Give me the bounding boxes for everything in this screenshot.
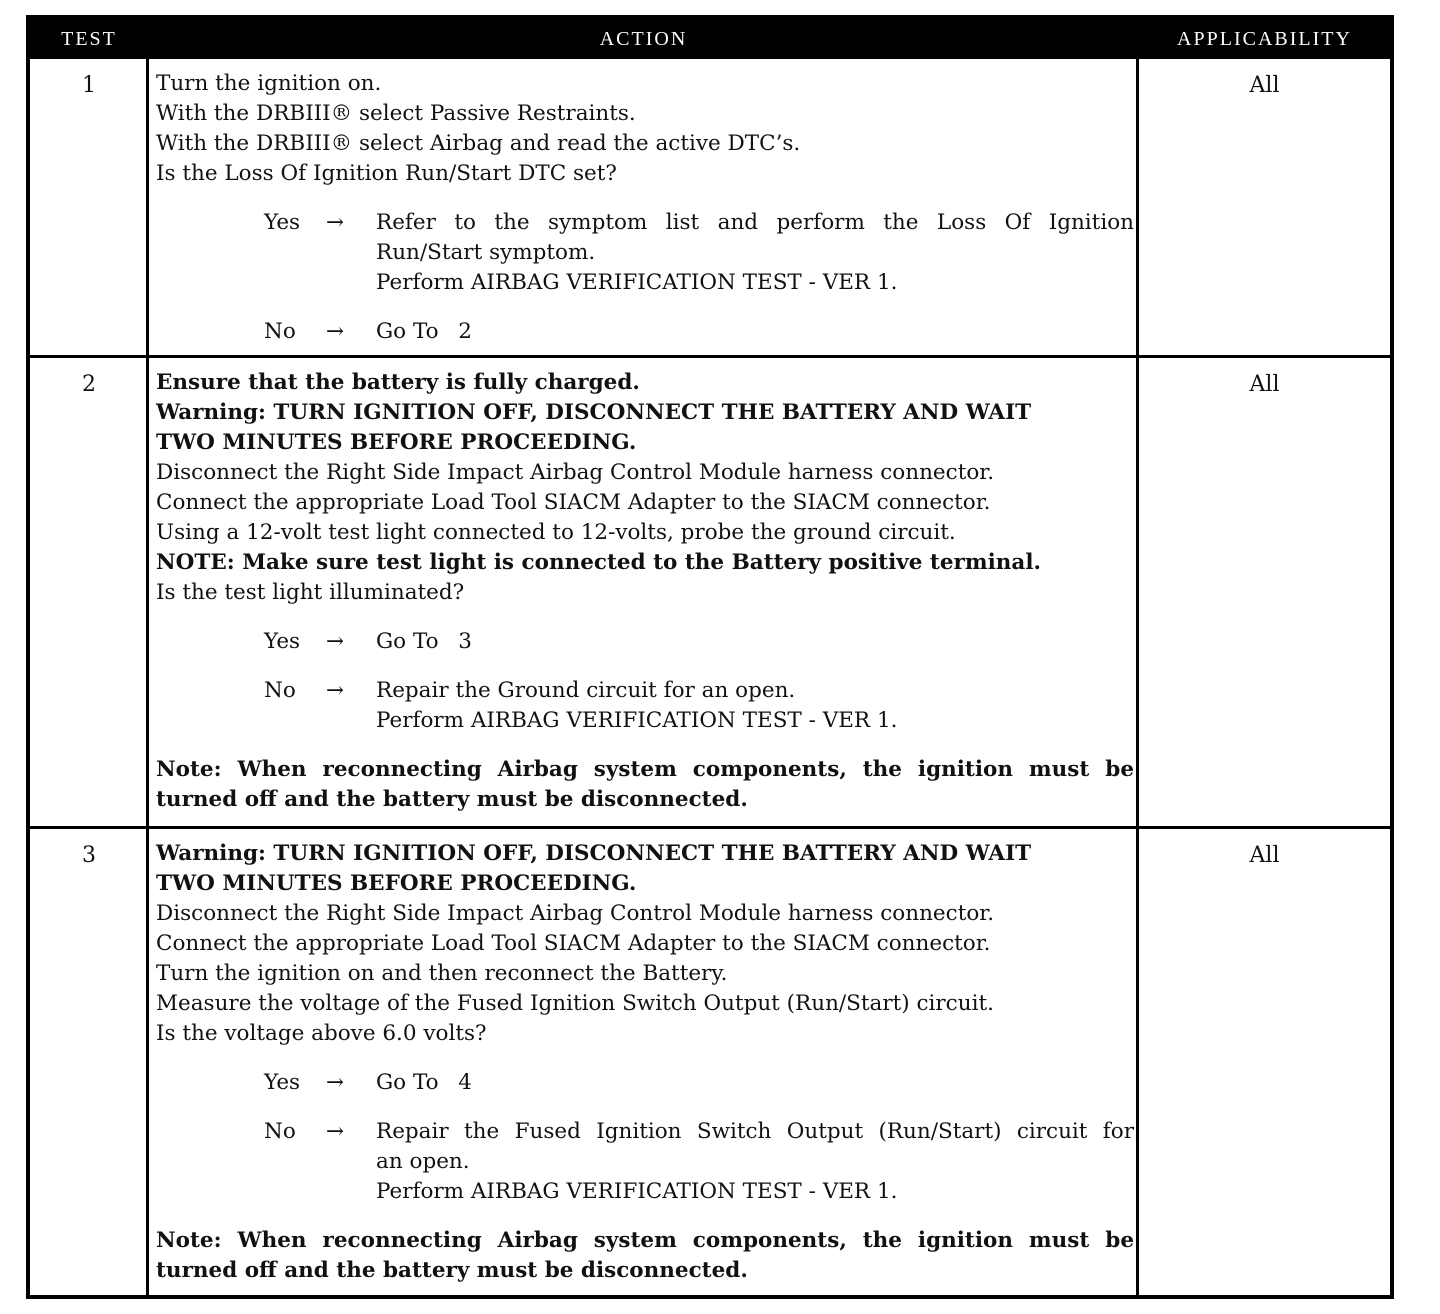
table-row-test-3 (30, 829, 1390, 1295)
action-line: Connect the appropriate Load Tool SIACM Adapter to the SIACM connector. (156, 931, 991, 956)
goto-label: Go To (376, 319, 439, 344)
no-label: No (264, 319, 296, 344)
note-line: Note: When reconnecting Airbag system components, the ignition must be (156, 1228, 1134, 1253)
warning-line: TWO MINUTES BEFORE PROCEEDING. (156, 871, 637, 896)
header-applicability: APPLICABILITY (1177, 28, 1352, 50)
action-line: Is the Loss Of Ignition Run/Start DTC set? (156, 161, 617, 186)
action-line: With the DRBIII® select Passive Restraints. (156, 101, 636, 126)
action-cell (156, 368, 1134, 815)
applicability-value: All (1249, 73, 1280, 98)
goto-value: 3 (458, 629, 472, 654)
diagnostic-test-table (26, 15, 1394, 1299)
yes-label: Yes (264, 210, 301, 235)
response-line: Repair the Fused Ignition Switch Output (Run/Start) circuit for (376, 1119, 1134, 1144)
yes-label: Yes (264, 1070, 301, 1095)
action-line: Turn the ignition on and then reconnect the Battery. (156, 961, 728, 986)
goto-label: Go To (376, 629, 439, 654)
action-line: Connect the appropriate Load Tool SIACM Adapter to the SIACM connector. (156, 490, 991, 515)
goto-label: Go To (376, 1070, 439, 1095)
action-cell (156, 839, 1134, 1286)
right-arrow-icon: → (326, 1070, 345, 1095)
right-arrow-icon: → (326, 210, 345, 235)
right-arrow-icon: → (326, 319, 345, 344)
table-header-row (30, 19, 1390, 59)
right-arrow-icon: → (326, 678, 345, 703)
action-line: Turn the ignition on. (156, 71, 382, 96)
test-number: 1 (82, 73, 96, 98)
yes-response (264, 208, 1134, 298)
action-line: With the DRBIII® select Airbag and read the active DTC’s. (156, 131, 801, 156)
warning-line: Warning: TURN IGNITION OFF, DISCONNECT THE BATTERY AND WAIT (156, 400, 1032, 425)
yes-label: Yes (264, 629, 301, 654)
question-line: Is the voltage above 6.0 volts? (156, 1021, 487, 1046)
yes-response (264, 627, 1134, 657)
no-response (264, 676, 1134, 736)
response-line: an open. (376, 1149, 470, 1174)
right-arrow-icon: → (326, 1119, 345, 1144)
warning-line: Warning: TURN IGNITION OFF, DISCONNECT THE BATTERY AND WAIT (156, 841, 1032, 866)
header-test: TEST (61, 28, 117, 50)
header-action: ACTION (599, 28, 688, 50)
response-line: Perform AIRBAG VERIFICATION TEST - VER 1. (376, 1179, 898, 1204)
table-row-test-1 (30, 59, 1390, 355)
yes-response (264, 1068, 1134, 1098)
warning-line: TWO MINUTES BEFORE PROCEEDING. (156, 430, 637, 455)
action-line: Measure the voltage of the Fused Ignition Switch Output (Run/Start) circuit. (156, 991, 994, 1016)
action-line: Disconnect the Right Side Impact Airbag Control Module harness connector. (156, 901, 995, 926)
note-line: NOTE: Make sure test light is connected to the Battery positive terminal. (156, 550, 1042, 575)
action-cell (156, 69, 1134, 347)
goto-value: 4 (458, 1070, 472, 1095)
right-arrow-icon: → (326, 629, 345, 654)
no-response (264, 1117, 1134, 1207)
note-line: turned off and the battery must be disconnected. (156, 1258, 748, 1283)
question-line: Is the test light illuminated? (156, 580, 465, 605)
test-number: 3 (82, 843, 96, 868)
no-label: No (264, 1119, 296, 1144)
table-row-test-2 (30, 358, 1390, 826)
no-response (264, 317, 1134, 347)
closing-note (156, 1226, 1134, 1286)
bold-action-line: Ensure that the battery is fully charged. (156, 370, 640, 395)
response-line: Perform AIRBAG VERIFICATION TEST - VER 1. (376, 270, 898, 295)
goto-value: 2 (458, 319, 472, 344)
note-line: Note: When reconnecting Airbag system components, the ignition must be (156, 757, 1134, 782)
action-line: Disconnect the Right Side Impact Airbag Control Module harness connector. (156, 460, 995, 485)
test-number: 2 (82, 372, 96, 397)
action-line: Using a 12-volt test light connected to 12-volts, probe the ground circuit. (156, 520, 956, 545)
response-line: Refer to the symptom list and perform the Loss Of Ignition (376, 210, 1134, 235)
response-line: Perform AIRBAG VERIFICATION TEST - VER 1. (376, 708, 898, 733)
closing-note (156, 755, 1134, 815)
applicability-value: All (1249, 843, 1280, 868)
response-line: Repair the Ground circuit for an open. (376, 678, 796, 703)
note-line: turned off and the battery must be disconnected. (156, 787, 748, 812)
response-line: Run/Start symptom. (376, 240, 596, 265)
no-label: No (264, 678, 296, 703)
applicability-value: All (1249, 372, 1280, 397)
